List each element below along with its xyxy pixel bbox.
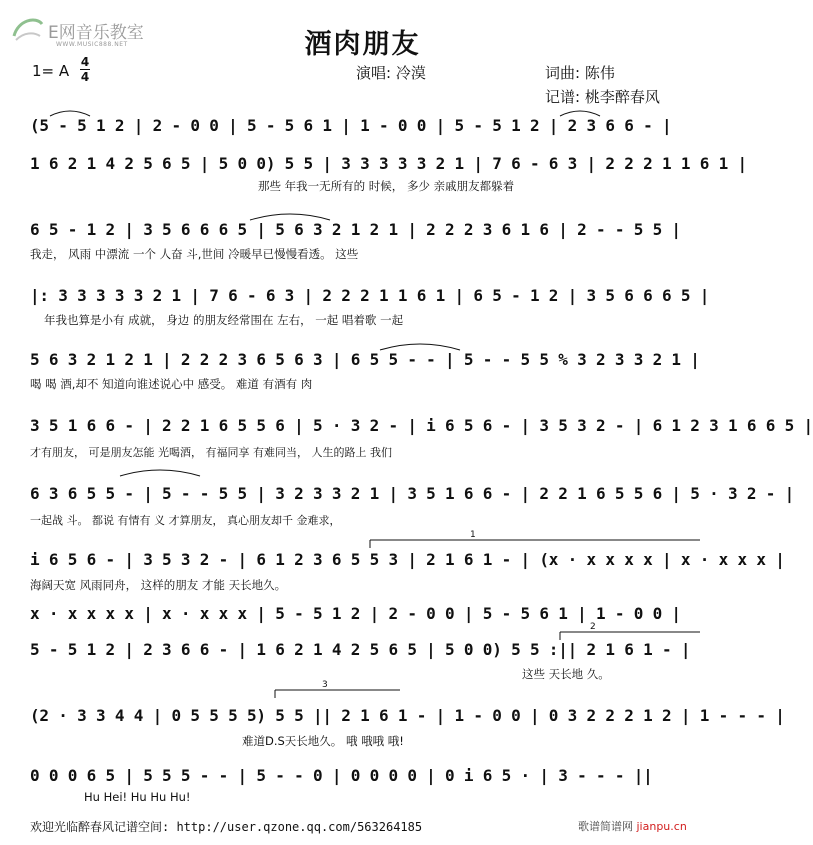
slur: [120, 470, 200, 476]
notation-row-1: (5 - 5 1 2 | 2 - 0 0 | 5 - 5 6 1 | 1 - 0 0 | 5 - 5 1 2 | 2 3 6 6 - |: [30, 116, 672, 135]
slur: [380, 344, 460, 350]
notation-row-7: 6 3 6 5 5 - | 5 - - 5 5 | 3 2 3 3 2 1 | 3 5 1 6 6 - | 2 2 1 6 5 5 6 | 5 · 3 2 - |: [30, 484, 795, 503]
watermark: [578, 818, 687, 834]
watermark-prefix: 歌谱简谱网: [578, 820, 633, 833]
singer-credit: 演唱: 冷漠: [356, 64, 426, 82]
notation-row-5: 5 6 3 2 1 2 1 | 2 2 2 3 6 5 6 3 | 6 5 5 - - | 5 - - 5 5 % 3 2 3 3 2 1 |: [30, 350, 700, 369]
slur: [250, 214, 330, 220]
lyric-row-5: 喝 喝 酒,却不 知道向谁述说心中 感受。 难道 有酒有 肉: [30, 377, 313, 391]
lyric-row-12: Hu Hei! Hu Hu Hu!: [84, 790, 191, 804]
composer-credit: 词曲: 陈伟: [545, 64, 615, 82]
logo-text: E网音乐教室: [48, 23, 144, 43]
volta-2-label: 2: [590, 622, 596, 632]
notation-row-3: 6 5 - 1 2 | 3 5 6 6 6 5 | 5 6 3 2 1 2 1 | 2 2 2 3 6 1 6 | 2 - - 5 5 |: [30, 220, 681, 239]
watermark-site: jianpu.cn: [636, 820, 687, 833]
song-title: 酒肉朋友: [304, 29, 421, 60]
lyric-row-3: 我走， 风雨 中漂流 一个 人奋 斗,世间 冷暖早已慢慢看透。 这些: [30, 247, 359, 261]
notation-row-8: i 6 5 6 - | 3 5 3 2 - | 6 1 2 3 6 5 5 3 | 2 1 6 1 - | (x · x x x x | x · x x x |: [30, 550, 785, 569]
lyric-row-11: 难道D.S天长地久。 哦 哦哦 哦!: [242, 734, 404, 748]
volta-1-label: 1: [470, 530, 476, 540]
notation-row-4: |: 3 3 3 3 3 2 1 | 7 6 - 6 3 | 2 2 2 1 1 6 1 | 6 5 - 1 2 | 3 5 6 6 6 5 |: [30, 286, 710, 305]
logo-url: WWW.MUSIC888.NET: [56, 41, 128, 48]
notation-row-11: (2 · 3 3 4 4 | 0 5 5 5 5) 5 5 || 2 1 6 1 - | 1 - 0 0 | 0 3 2 2 2 1 2 | 1 - - - |: [30, 706, 785, 725]
slur: [560, 111, 600, 116]
notation-row-2: 1 6 2 1 4 2 5 6 5 | 5 0 0) 5 5 | 3 3 3 3 3 2 1 | 7 6 - 6 3 | 2 2 2 1 1 6 1 |: [30, 154, 747, 173]
triplet-label: 3: [322, 680, 328, 690]
lyric-row-8: 海阔天宽 风雨同舟， 这样的朋友 才能 天长地久。: [30, 578, 287, 592]
lyric-row-7: 一起战 斗。 都说 有情有 义 才算朋友， 真心朋友却千 金难求，: [30, 514, 341, 527]
lyric-row-2: 那些 年我一无所有的 时候， 多少 亲戚朋友都躲着: [258, 179, 515, 193]
lyric-row-6: 才有朋友， 可是朋友怎能 光喝酒， 有福同享 有难同当， 人生的路上 我们: [30, 446, 392, 459]
transcriber-credit: 记谱: 桃李醉春风: [545, 88, 660, 106]
notation-row-10: 5 - 5 1 2 | 2 3 6 6 - | 1 6 2 1 4 2 5 6 5 | 5 0 0) 5 5 :|| 2 1 6 1 - |: [30, 640, 691, 659]
notation-row-6: 3 5 1 6 6 - | 2 2 1 6 5 5 6 | 5 · 3 2 - | i 6 5 6 - | 3 5 3 2 - | 6 1 2 3 1 6 6 5 |: [30, 416, 813, 435]
key-signature: 1= A: [32, 62, 70, 80]
slur: [50, 111, 90, 116]
time-signature: 4 4: [80, 55, 90, 84]
notation-row-9: x · x x x x | x · x x x | 5 - 5 1 2 | 2 - 0 0 | 5 - 5 6 1 | 1 - 0 0 |: [30, 604, 681, 623]
lyric-row-4: 年我也算是小有 成就， 身边 的朋友经常围在 左右， 一起 唱着歌 一起: [44, 313, 404, 327]
lyric-row-10: 这些 天长地 久。: [522, 667, 610, 681]
notation-row-12: 0 0 0 6 5 | 5 5 5 - - | 5 - - 0 | 0 0 0 0 | 0 i 6 5 · | 3 - - - ||: [30, 766, 653, 785]
footer-text: 欢迎光临醉春风记谱空间: http://user.qzone.qq.com/563264185: [30, 820, 423, 834]
